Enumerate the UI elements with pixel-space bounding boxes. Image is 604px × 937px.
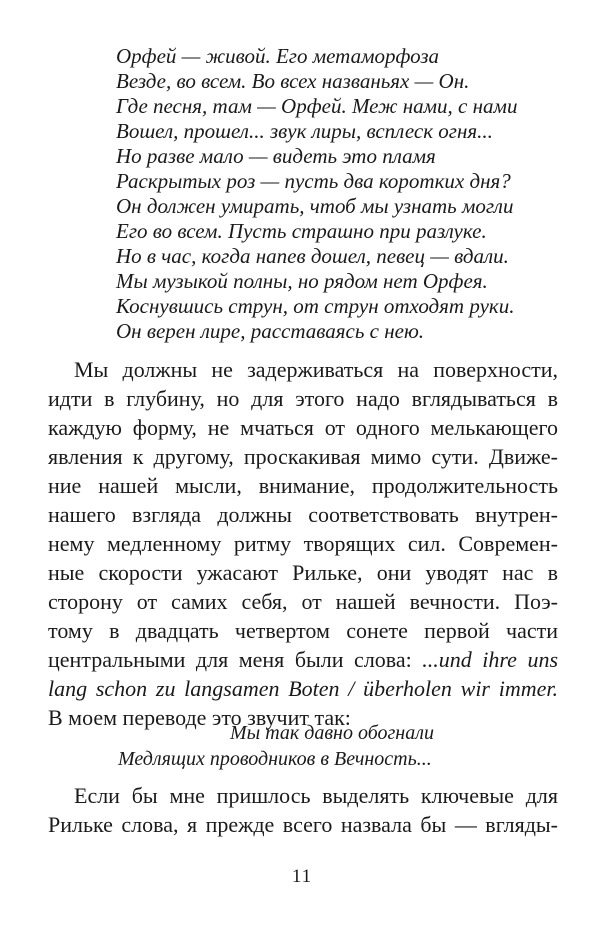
- poem-line: Орфей — живой. Его метаморфоза: [116, 44, 440, 68]
- poem-line: Везде, во всем. Во всех названьях — Он.: [116, 69, 470, 93]
- poem-line: Но разве мало — видеть это пламя: [116, 144, 436, 168]
- prose-paragraph-2: [48, 781, 558, 839]
- quote-line: Медлящих проводников в Вечность...: [118, 748, 432, 770]
- prose-paragraph: [48, 355, 558, 732]
- page-number: 11: [291, 866, 313, 887]
- poem-line: Коснувшись струн, от струн отходят руки.: [116, 294, 515, 318]
- prose-line: ние нашей мысли, внимание, продолжительность: [48, 473, 558, 498]
- poem-line: Он верен лире, расставаясь с нею.: [116, 319, 425, 343]
- prose-line: Если бы мне пришлось выделять ключевые для: [74, 783, 558, 808]
- poem-line: Вошел, прошел... звук лиры, всплеск огня...: [116, 119, 493, 143]
- prose-line: сторону от самих себя, от нашей вечности. Поэ-: [48, 589, 558, 614]
- quote-line: Мы так давно обогнали: [230, 722, 434, 744]
- prose-line: нему медленному ритму творящих сил. Современ-: [48, 531, 558, 556]
- poem-line: Он должен умирать, чтоб мы узнать могли: [116, 194, 514, 218]
- prose-line: тому в двадцать четвертом сонете первой части: [48, 618, 558, 643]
- prose-line: каждую форму, не мчаться от одного мелькающего: [48, 415, 558, 440]
- poem-line: Раскрытых роз — пусть два коротких дня?: [116, 169, 511, 193]
- prose-line: явления к другому, проскакивая мимо сути. Движе-: [48, 444, 558, 469]
- translation-quote: [118, 720, 558, 772]
- prose-line: идти в глубину, но для этого надо вглядываться в: [48, 386, 558, 411]
- poem-line: Но в час, когда напев дошел, певец — вдали.: [116, 244, 509, 268]
- german-quote-line: lang schon zu langsamen Boten / überholen wir immer.: [48, 676, 558, 701]
- prose-line: ные скорости ужасают Рильке, они уводят нас в: [48, 560, 558, 585]
- prose-line: Рильке слова, я прежде всего назвала бы — вгляды-: [48, 812, 558, 837]
- poem-line: Мы музыкой полны, но рядом нет Орфея.: [116, 269, 488, 293]
- poem-stanza: [116, 44, 556, 344]
- prose-line: Мы должны не задерживаться на поверхности,: [74, 357, 558, 382]
- prose-line: нашего взгляда должны соответствовать внутрен-: [48, 502, 558, 527]
- poem-line: Где песня, там — Орфей. Меж нами, с нами: [116, 94, 518, 118]
- german-quote-text: ...und ihre uns: [422, 647, 559, 672]
- prose-line: В моем переводе это звучит так:: [48, 705, 351, 730]
- prose-text: центральными для меня были слова:: [48, 647, 423, 672]
- prose-line: [48, 645, 558, 674]
- poem-line: Его во всем. Пусть страшно при разлуке.: [116, 219, 487, 243]
